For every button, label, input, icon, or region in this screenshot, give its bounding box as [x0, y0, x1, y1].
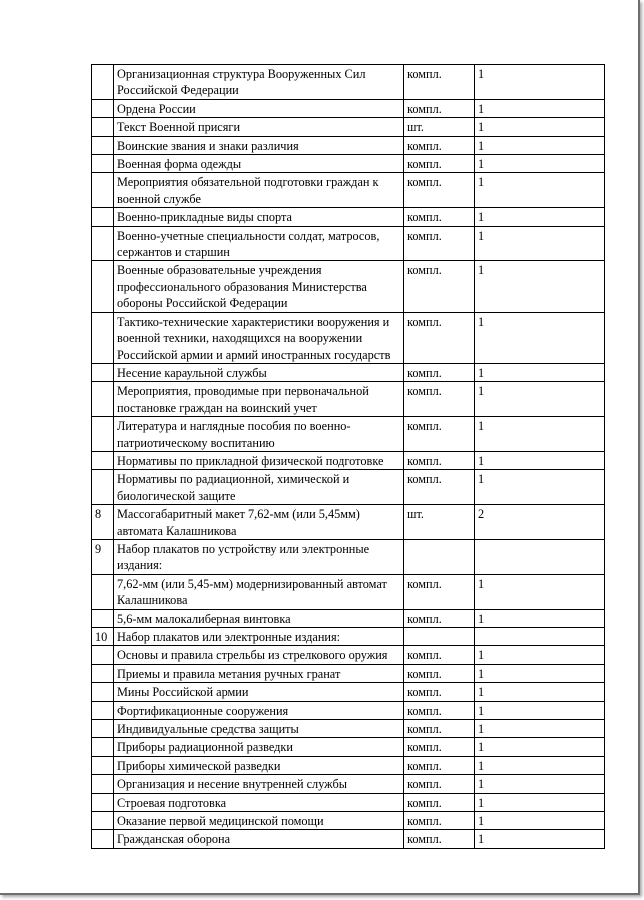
quantity-cell: 1	[475, 173, 605, 208]
quantity-cell: 1	[475, 118, 605, 136]
unit-cell: компл.	[404, 609, 475, 627]
quantity-cell: 1	[475, 65, 605, 100]
item-name-cell: Организационная структура Вооруженных Сил Российской Федерации	[114, 65, 404, 100]
quantity-cell: 1	[475, 226, 605, 261]
item-name-cell: Военные образовательные учреждения профессионального образования Министерства обороны Российской Федерации	[114, 261, 404, 312]
item-name-cell: Организация и несение внутренней службы	[114, 775, 404, 793]
table-row	[92, 539, 605, 574]
quantity-cell: 1	[475, 793, 605, 811]
row-number-cell	[92, 118, 114, 136]
row-number-cell	[92, 208, 114, 226]
unit-cell: компл.	[404, 312, 475, 363]
row-number-cell	[92, 136, 114, 154]
table-row	[92, 720, 605, 738]
unit-cell: компл.	[404, 775, 475, 793]
unit-cell: компл.	[404, 417, 475, 452]
item-name-cell: Набор плакатов или электронные издания:	[114, 628, 404, 646]
row-number-cell	[92, 65, 114, 100]
row-number-cell	[92, 382, 114, 417]
unit-cell: компл.	[404, 173, 475, 208]
quantity-cell	[475, 628, 605, 646]
table-row	[92, 628, 605, 646]
item-name-cell: Набор плакатов по устройству или электронные издания:	[114, 539, 404, 574]
unit-cell: компл.	[404, 470, 475, 505]
row-number-cell	[92, 226, 114, 261]
quantity-cell: 1	[475, 99, 605, 117]
row-number-cell	[92, 609, 114, 627]
table-row	[92, 738, 605, 756]
item-name-cell: Гражданская оборона	[114, 830, 404, 848]
table-row	[92, 505, 605, 540]
table-row	[92, 756, 605, 774]
item-name-cell: Воинские звания и знаки различия	[114, 136, 404, 154]
item-name-cell: Военная форма одежды	[114, 155, 404, 173]
row-number-cell	[92, 470, 114, 505]
quantity-cell: 1	[475, 646, 605, 664]
item-name-cell: Мероприятия, проводимые при первоначальной постановке граждан на воинский учет	[114, 382, 404, 417]
table-row	[92, 451, 605, 469]
item-name-cell: Военно-учетные специальности солдат, матросов, сержантов и старшин	[114, 226, 404, 261]
item-name-cell: Массогабаритный макет 7,62-мм (или 5,45мм) автомата Калашникова	[114, 505, 404, 540]
row-number-cell	[92, 574, 114, 609]
unit-cell: компл.	[404, 830, 475, 848]
quantity-cell: 1	[475, 830, 605, 848]
row-number-cell	[92, 99, 114, 117]
unit-cell: компл.	[404, 756, 475, 774]
item-name-cell: Мины Российской армии	[114, 683, 404, 701]
quantity-cell: 1	[475, 155, 605, 173]
item-name-cell: Строевая подготовка	[114, 793, 404, 811]
row-number-cell	[92, 646, 114, 664]
item-name-cell: Нормативы по радиационной, химической и биологической защите	[114, 470, 404, 505]
quantity-cell: 1	[475, 363, 605, 381]
quantity-cell: 1	[475, 451, 605, 469]
quantity-cell: 1	[475, 738, 605, 756]
row-number-cell	[92, 664, 114, 682]
row-number-cell	[92, 701, 114, 719]
unit-cell: компл.	[404, 720, 475, 738]
unit-cell: компл.	[404, 812, 475, 830]
item-name-cell: Литература и наглядные пособия по военно-патриотическому воспитанию	[114, 417, 404, 452]
item-name-cell: Оказание первой медицинской помощи	[114, 812, 404, 830]
item-name-cell: 5,6-мм малокалиберная винтовка	[114, 609, 404, 627]
unit-cell	[404, 539, 475, 574]
quantity-cell: 1	[475, 609, 605, 627]
row-number-cell	[92, 173, 114, 208]
row-number-cell: 9	[92, 539, 114, 574]
quantity-cell: 1	[475, 812, 605, 830]
row-number-cell	[92, 756, 114, 774]
row-number-cell	[92, 451, 114, 469]
table-row	[92, 812, 605, 830]
item-name-cell: Мероприятия обязательной подготовки граждан к военной службе	[114, 173, 404, 208]
unit-cell: компл.	[404, 382, 475, 417]
table-row	[92, 701, 605, 719]
table-row	[92, 65, 605, 100]
row-number-cell	[92, 830, 114, 848]
unit-cell: компл.	[404, 363, 475, 381]
table-row	[92, 226, 605, 261]
quantity-cell: 2	[475, 505, 605, 540]
table-row	[92, 470, 605, 505]
item-name-cell: Приборы радиационной разведки	[114, 738, 404, 756]
row-number-cell: 10	[92, 628, 114, 646]
row-number-cell	[92, 738, 114, 756]
quantity-cell: 1	[475, 261, 605, 312]
table-row	[92, 155, 605, 173]
table-row	[92, 363, 605, 381]
item-name-cell: Нормативы по прикладной физической подготовке	[114, 451, 404, 469]
table-row	[92, 118, 605, 136]
item-name-cell: Основы и правила стрельбы из стрелкового оружия	[114, 646, 404, 664]
unit-cell: компл.	[404, 701, 475, 719]
item-name-cell: Индивидуальные средства защиты	[114, 720, 404, 738]
row-number-cell: 8	[92, 505, 114, 540]
quantity-cell: 1	[475, 775, 605, 793]
unit-cell: компл.	[404, 155, 475, 173]
item-name-cell: Военно-прикладные виды спорта	[114, 208, 404, 226]
quantity-cell: 1	[475, 470, 605, 505]
row-number-cell	[92, 812, 114, 830]
equipment-table	[91, 64, 605, 849]
table-row	[92, 664, 605, 682]
row-number-cell	[92, 363, 114, 381]
item-name-cell: 7,62-мм (или 5,45-мм) модернизированный автомат Калашникова	[114, 574, 404, 609]
row-number-cell	[92, 775, 114, 793]
row-number-cell	[92, 683, 114, 701]
unit-cell: компл.	[404, 451, 475, 469]
unit-cell: компл.	[404, 208, 475, 226]
equipment-table-body	[92, 65, 605, 849]
item-name-cell: Приемы и правила метания ручных гранат	[114, 664, 404, 682]
quantity-cell: 1	[475, 683, 605, 701]
unit-cell: шт.	[404, 118, 475, 136]
unit-cell: компл.	[404, 261, 475, 312]
quantity-cell: 1	[475, 417, 605, 452]
table-row	[92, 208, 605, 226]
row-number-cell	[92, 417, 114, 452]
item-name-cell: Ордена России	[114, 99, 404, 117]
table-row	[92, 261, 605, 312]
table-row	[92, 646, 605, 664]
item-name-cell: Тактико-технические характеристики вооружения и военной техники, находящихся на вооружении Российской армии и армий иностранных государств	[114, 312, 404, 363]
table-row	[92, 793, 605, 811]
table-row	[92, 775, 605, 793]
quantity-cell: 1	[475, 756, 605, 774]
table-row	[92, 382, 605, 417]
quantity-cell: 1	[475, 664, 605, 682]
row-number-cell	[92, 155, 114, 173]
item-name-cell: Несение караульной службы	[114, 363, 404, 381]
unit-cell: компл.	[404, 226, 475, 261]
table-row	[92, 417, 605, 452]
quantity-cell	[475, 539, 605, 574]
row-number-cell	[92, 312, 114, 363]
unit-cell: компл.	[404, 646, 475, 664]
unit-cell: компл.	[404, 793, 475, 811]
unit-cell	[404, 628, 475, 646]
unit-cell: компл.	[404, 65, 475, 100]
unit-cell: шт.	[404, 505, 475, 540]
table-row	[92, 312, 605, 363]
row-number-cell	[92, 720, 114, 738]
unit-cell: компл.	[404, 738, 475, 756]
unit-cell: компл.	[404, 99, 475, 117]
row-number-cell	[92, 261, 114, 312]
quantity-cell: 1	[475, 136, 605, 154]
table-row	[92, 574, 605, 609]
table-row	[92, 99, 605, 117]
item-name-cell: Фортификационные сооружения	[114, 701, 404, 719]
quantity-cell: 1	[475, 701, 605, 719]
quantity-cell: 1	[475, 312, 605, 363]
item-name-cell: Приборы химической разведки	[114, 756, 404, 774]
quantity-cell: 1	[475, 208, 605, 226]
table-row	[92, 136, 605, 154]
table-row	[92, 173, 605, 208]
unit-cell: компл.	[404, 574, 475, 609]
unit-cell: компл.	[404, 136, 475, 154]
table-row	[92, 683, 605, 701]
item-name-cell: Текст Военной присяги	[114, 118, 404, 136]
unit-cell: компл.	[404, 664, 475, 682]
unit-cell: компл.	[404, 683, 475, 701]
row-number-cell	[92, 793, 114, 811]
table-row	[92, 830, 605, 848]
quantity-cell: 1	[475, 574, 605, 609]
table-row	[92, 609, 605, 627]
quantity-cell: 1	[475, 720, 605, 738]
quantity-cell: 1	[475, 382, 605, 417]
